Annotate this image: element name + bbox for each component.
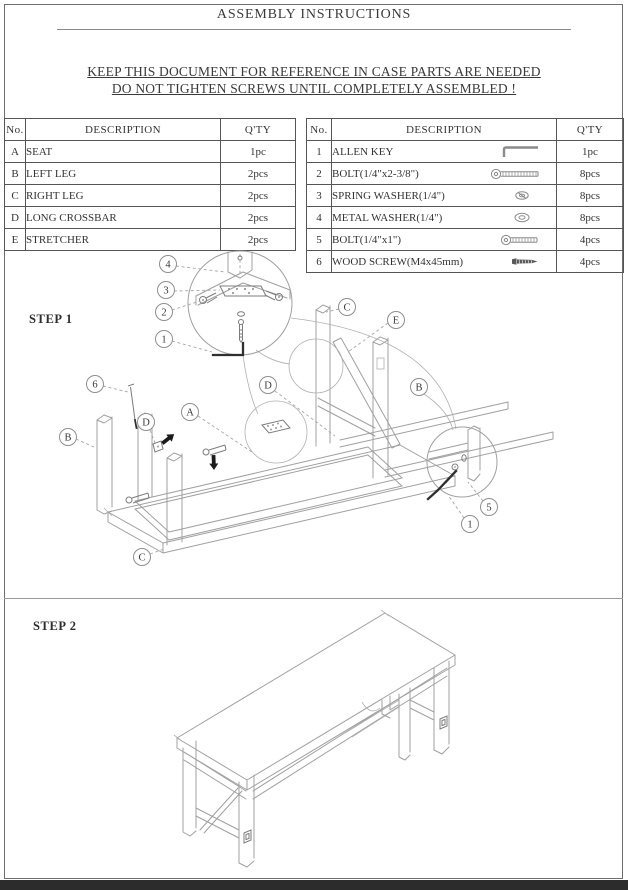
- part-description: LONG CROSSBAR: [26, 207, 221, 229]
- part-no: C: [5, 185, 26, 207]
- part-qty: 2pcs: [221, 163, 296, 185]
- right-leg-assembly: [316, 302, 400, 478]
- callout-B-right: [411, 379, 428, 396]
- hardware-qty: 1pc: [557, 141, 624, 163]
- hardware-qty: 4pcs: [557, 229, 624, 251]
- svg-text:A: A: [186, 407, 194, 419]
- hardware-label: BOLT(1/4"x2-3/8"): [332, 167, 419, 180]
- svg-text:B: B: [415, 382, 423, 394]
- callout-C-top: [339, 299, 356, 316]
- svg-text:D: D: [142, 417, 150, 429]
- callout-6: [87, 376, 104, 393]
- hardware-label: WOOD SCREW(M4x45mm): [332, 255, 464, 268]
- hardware-label: METAL WASHER(1/4"): [332, 211, 443, 224]
- assembly-direction-arrow: [209, 455, 219, 470]
- part-qty: 2pcs: [221, 207, 296, 229]
- svg-text:D: D: [264, 380, 272, 392]
- warning-line-2: DO NOT TIGHTEN SCREWS UNTIL COMPLETELY ASSEMBLED !: [111, 81, 517, 96]
- page-title: ASSEMBLY INSTRUCTIONS: [216, 7, 412, 22]
- svg-text:1: 1: [467, 519, 473, 531]
- part-no: D: [5, 207, 26, 229]
- hardware-col-no: No.: [307, 119, 332, 141]
- part-description: RIGHT LEG: [26, 185, 221, 207]
- long-crossbar-parts: [340, 402, 553, 477]
- hardware-no: 2: [307, 163, 332, 185]
- callout-5: [481, 499, 498, 516]
- step2-diagram: [174, 610, 455, 867]
- callout-1b: [462, 516, 479, 533]
- hardware-col-qty: Q'TY: [557, 119, 624, 141]
- detail-circle-corner-bracket: [188, 251, 292, 355]
- svg-text:6: 6: [92, 379, 98, 391]
- svg-text:B: B: [64, 432, 72, 444]
- part-no: B: [5, 163, 26, 185]
- svg-text:4: 4: [165, 259, 171, 271]
- hardware-no: 4: [307, 207, 332, 229]
- left-leg-parts: [97, 413, 182, 545]
- step1-diagram: [60, 251, 554, 566]
- hardware-qty: 8pcs: [557, 163, 624, 185]
- step1-label: STEP 1: [29, 312, 73, 326]
- svg-text:5: 5: [486, 502, 492, 514]
- hardware-label: BOLT(1/4"x1"): [332, 233, 402, 246]
- callout-2: [156, 304, 173, 321]
- part-qty: 2pcs: [221, 229, 296, 251]
- detail-circle-leg-bolt: [427, 426, 497, 499]
- section-divider: [4, 598, 623, 599]
- hardware-no: 5: [307, 229, 332, 251]
- svg-text:3: 3: [163, 285, 169, 297]
- hardware-no: 3: [307, 185, 332, 207]
- warning-line-1: KEEP THIS DOCUMENT FOR REFERENCE IN CASE PARTS ARE NEEDED: [87, 64, 541, 79]
- part-description: LEFT LEG: [26, 163, 221, 185]
- svg-text:E: E: [392, 315, 400, 327]
- seat-part: [104, 445, 455, 553]
- callout-D-right: [260, 377, 277, 394]
- svg-text:C: C: [138, 552, 146, 564]
- part-qty: 2pcs: [221, 185, 296, 207]
- part-qty: 1pc: [221, 141, 296, 163]
- parts-col-no: No.: [5, 119, 26, 141]
- callout-E: [388, 312, 405, 329]
- callout-B-left: [60, 429, 77, 446]
- hardware-no: 1: [307, 141, 332, 163]
- callout-1: [156, 331, 173, 348]
- hardware-qty: 4pcs: [557, 251, 624, 273]
- wood-screw-part: [128, 384, 137, 428]
- part-description: SEAT: [26, 141, 221, 163]
- part-description: STRETCHER: [26, 229, 221, 251]
- frame-rails: [135, 447, 402, 540]
- hardware-no: 6: [307, 251, 332, 273]
- assembled-bench: [174, 610, 455, 867]
- hardware-label: ALLEN KEY: [332, 145, 394, 158]
- hardware-label: SPRING WASHER(1/4"): [332, 189, 445, 202]
- svg-text:1: 1: [161, 334, 167, 346]
- callout-4: [160, 256, 177, 273]
- parts-col-description: DESCRIPTION: [26, 119, 221, 141]
- callout-C-bottom: [134, 549, 151, 566]
- part-no: A: [5, 141, 26, 163]
- callout-3: [158, 282, 175, 299]
- bottom-bar: [0, 880, 628, 890]
- callout-A: [182, 404, 199, 421]
- hardware-qty: 8pcs: [557, 207, 624, 229]
- callout-D-left: [138, 414, 155, 431]
- step2-label: STEP 2: [33, 619, 77, 633]
- hardware-qty: 8pcs: [557, 185, 624, 207]
- part-no: E: [5, 229, 26, 251]
- svg-text:2: 2: [161, 307, 167, 319]
- svg-text:C: C: [343, 302, 351, 314]
- parts-col-qty: Q'TY: [221, 119, 296, 141]
- hardware-col-description: DESCRIPTION: [332, 119, 557, 141]
